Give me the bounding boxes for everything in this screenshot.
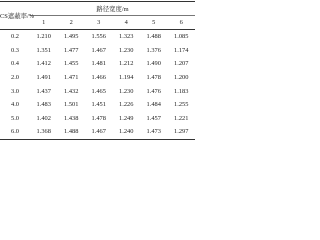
row-label: 6.0 xyxy=(0,125,30,139)
table-row xyxy=(0,112,195,126)
table-cell: 1.467 xyxy=(91,46,106,54)
table-cell: 1.297 xyxy=(168,125,196,139)
table-cell: 1.465 xyxy=(91,87,106,95)
table-cell: 1.471 xyxy=(64,74,79,82)
group-header-title: 路径宽度/m xyxy=(30,2,195,16)
table-cell: 1.351 xyxy=(36,46,51,54)
table-cell: 1.438 xyxy=(64,114,79,122)
table-cell: 1.210 xyxy=(36,33,51,41)
header-row-group xyxy=(0,2,195,16)
column-header: 1 xyxy=(30,16,58,30)
table-cell: 1.437 xyxy=(36,87,51,95)
row-label: 5.0 xyxy=(11,114,19,122)
table-row xyxy=(0,125,195,139)
table-cell: 1.484 xyxy=(146,101,161,109)
column-header: 3 xyxy=(85,16,113,30)
row-label: 0.3 xyxy=(11,46,19,54)
table-cell: 1.488 xyxy=(146,33,161,41)
table-cell: 1.457 xyxy=(146,114,161,122)
table-cell: 1.467 xyxy=(85,125,113,139)
table-cell: 1.491 xyxy=(36,74,51,82)
column-header: 5 xyxy=(140,16,168,30)
table-cell: 1.466 xyxy=(91,74,106,82)
table-cell: 1.255 xyxy=(174,101,189,109)
table-cell: 1.085 xyxy=(174,33,189,41)
table-cell: 1.174 xyxy=(174,46,189,54)
row-label: 3.0 xyxy=(11,87,19,95)
table-row xyxy=(0,44,195,58)
table-cell: 1.323 xyxy=(119,33,134,41)
table-cell: 1.183 xyxy=(174,87,189,95)
table-cell: 1.207 xyxy=(174,60,189,68)
table-cell: 1.473 xyxy=(140,125,168,139)
row-header-title: CS遮蔽率/% xyxy=(0,2,30,30)
row-label: 0.2 xyxy=(11,33,19,41)
table-cell: 1.230 xyxy=(119,46,134,54)
data-table xyxy=(0,1,195,140)
table-cell: 1.230 xyxy=(119,87,134,95)
table-cell: 1.432 xyxy=(64,87,79,95)
table-row xyxy=(0,98,195,112)
data-table-container xyxy=(0,0,195,140)
table-cell: 1.476 xyxy=(146,87,161,95)
table-cell: 1.478 xyxy=(146,74,161,82)
table-cell: 1.376 xyxy=(146,46,161,54)
table-row xyxy=(0,71,195,85)
table-row xyxy=(0,30,195,44)
row-label: 4.0 xyxy=(11,101,19,109)
table-cell: 1.194 xyxy=(119,74,134,82)
column-header: 4 xyxy=(113,16,141,30)
table-cell: 1.368 xyxy=(30,125,58,139)
table-cell: 1.483 xyxy=(36,101,51,109)
table-cell: 1.477 xyxy=(64,46,79,54)
table-cell: 1.495 xyxy=(64,33,79,41)
table-cell: 1.556 xyxy=(91,33,106,41)
table-row xyxy=(0,57,195,71)
table-cell: 1.451 xyxy=(91,101,106,109)
table-cell: 1.212 xyxy=(119,60,134,68)
table-cell: 1.221 xyxy=(174,114,189,122)
table-cell: 1.240 xyxy=(113,125,141,139)
table-cell: 1.488 xyxy=(58,125,86,139)
table-cell: 1.412 xyxy=(36,60,51,68)
table-row xyxy=(0,84,195,98)
table-cell: 1.481 xyxy=(91,60,106,68)
table-cell: 1.478 xyxy=(91,114,106,122)
table-cell: 1.249 xyxy=(119,114,134,122)
row-label: 0.4 xyxy=(11,60,19,68)
row-label: 2.0 xyxy=(11,74,19,82)
table-cell: 1.200 xyxy=(174,74,189,82)
table-cell: 1.455 xyxy=(64,60,79,68)
table-cell: 1.402 xyxy=(36,114,51,122)
table-cell: 1.490 xyxy=(146,60,161,68)
table-cell: 1.226 xyxy=(119,101,134,109)
column-header: 2 xyxy=(58,16,86,30)
table-cell: 1.501 xyxy=(64,101,79,109)
column-header: 6 xyxy=(168,16,196,30)
